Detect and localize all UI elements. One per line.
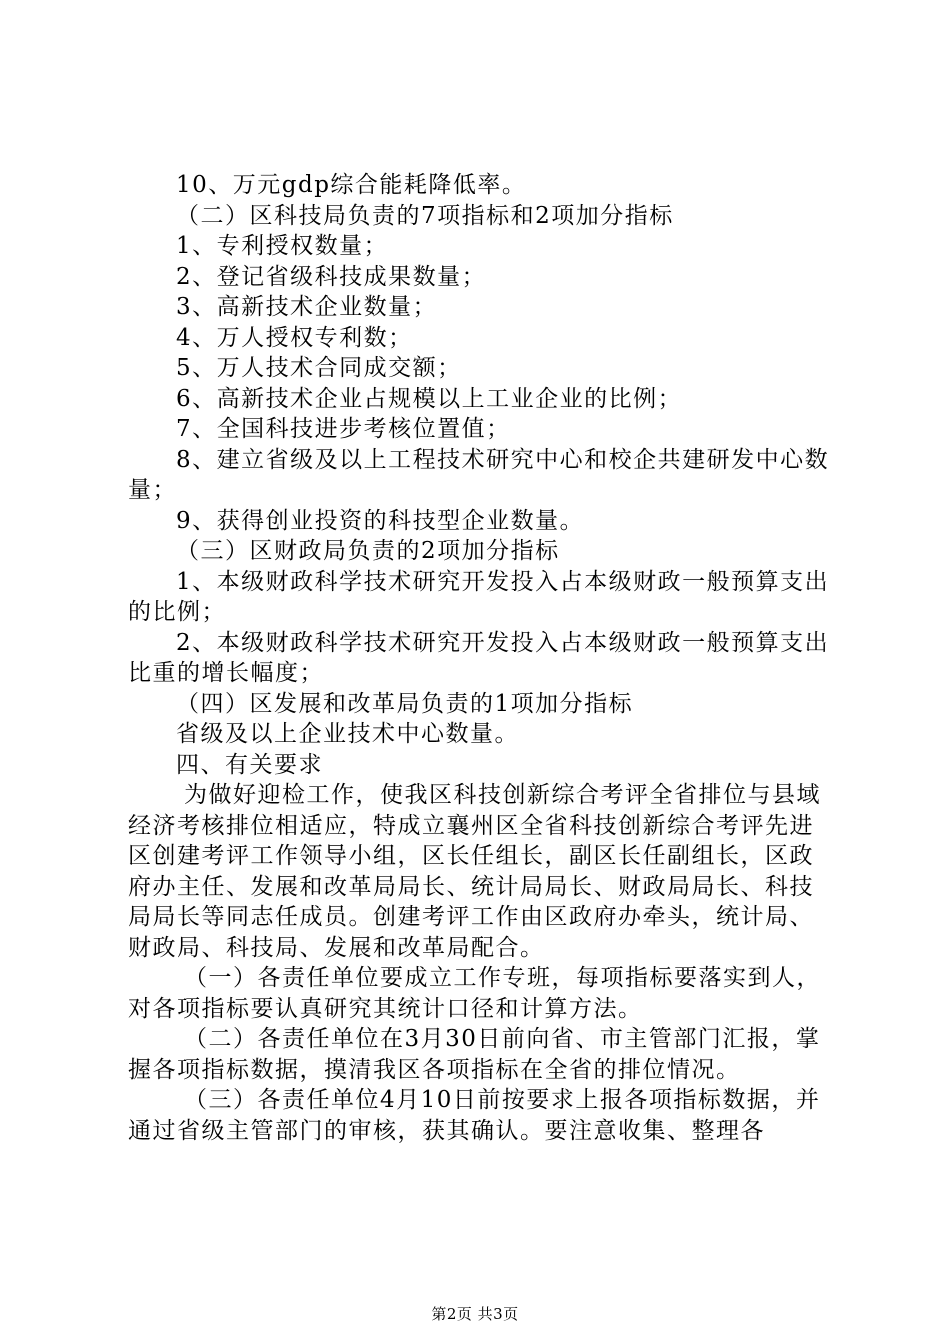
- section-heading-finance-bureau: （三）区财政局负责的2项加分指标: [176, 538, 560, 564]
- paragraph-item-10: 10、万元gdp综合能耗降低率。: [176, 172, 527, 198]
- section-heading-tech-bureau: （二）区科技局负责的7项指标和2项加分指标: [176, 202, 674, 229]
- list-item: 8、建立省级及以上工程技术研究中心和校企共建研发中心数量；: [128, 446, 830, 503]
- list-item: 1、专利授权数量；: [176, 233, 389, 259]
- list-item: 9、获得创业投资的科技型企业数量。: [176, 507, 585, 534]
- list-item: 2、本级财政科学技术研究开发投入占本级财政一般预算支出比重的增长幅度；: [128, 629, 830, 686]
- section-heading-requirements: 四、有关要求: [176, 751, 323, 778]
- section-heading-development-bureau: （四）区发展和改革局负责的1项加分指标: [176, 690, 634, 717]
- list-item: 1、本级财政科学技术研究开发投入占本级财政一般预算支出的比例；: [128, 568, 830, 625]
- list-item: 5、万人技术合同成交额；: [176, 355, 462, 381]
- document-body: [128, 170, 833, 1146]
- list-item: 7、全国科技进步考核位置值；: [176, 416, 511, 442]
- list-item: 2、登记省级科技成果数量；: [176, 263, 487, 290]
- list-item: 3、高新技术企业数量；: [176, 294, 438, 320]
- list-item: 省级及以上企业技术中心数量。: [176, 721, 519, 747]
- paragraph-requirement-3: （三）各责任单位4月10日前按要求上报各项指标数据，并通过省级主管部门的审核，获其确认。要注意收集、整理各: [128, 1087, 821, 1144]
- paragraph-requirements-body: 为做好迎检工作，使我区科技创新综合考评全省排位与县域经济考核排位相适应，特成立襄州区全省科技创新综合考评先进区创建考评工作领导小组，区长任组长，副区长任副组长，区政府办主任、发展和改革局局长、统计局局长、财政局局长、科技局局长等同志任成员。创建考评工作由区政府办牵头，统计局、财政局、科技局、发展和改革局配合。: [128, 782, 821, 961]
- paragraph-requirement-1: （一）各责任单位要成立工作专班，每项指标要落实到人，对各项指标要认真研究其统计口径和计算方法。: [128, 965, 821, 1022]
- paragraph-requirement-2: （二）各责任单位在3月30日前向省、市主管部门汇报，掌握各项指标数据，摸清我区各项指标在全省的排位情况。: [128, 1026, 821, 1083]
- page-number-footer: 第2页 共3页: [431, 1305, 519, 1323]
- list-item: 4、万人授权专利数；: [176, 324, 413, 351]
- list-item: 6、高新技术企业占规模以上工业企业的比例；: [176, 385, 683, 412]
